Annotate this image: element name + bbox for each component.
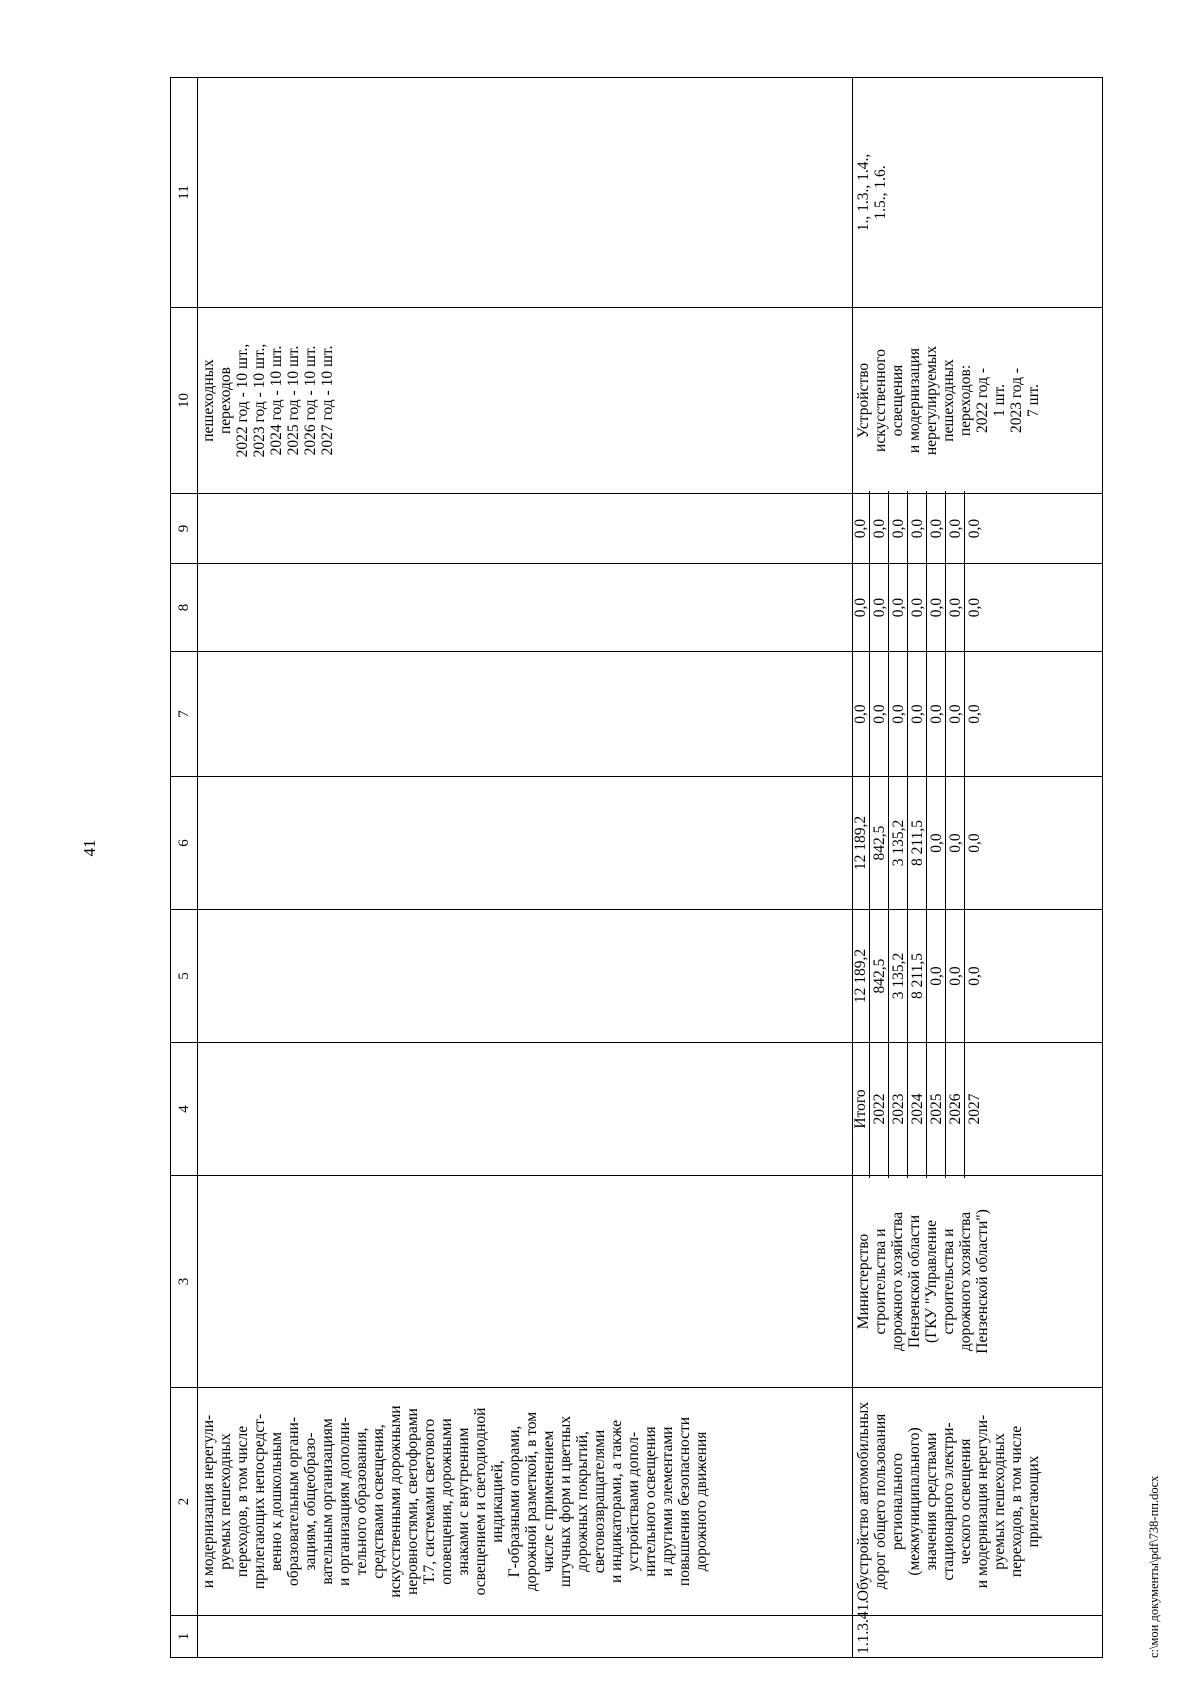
year-label: Итого: [851, 1040, 870, 1178]
amount-value: 842,5: [870, 774, 889, 912]
total-funding-cell: [853, 910, 1103, 1043]
cell-empty: [198, 1176, 853, 1388]
amount-value: 0,0: [851, 649, 870, 779]
cell-empty: [198, 78, 853, 308]
table-row: [853, 78, 1103, 1658]
column-7-cell: [853, 652, 1103, 777]
amount-value: 0,0: [908, 491, 927, 566]
year-label: 2026: [946, 1040, 965, 1178]
amount-value: 0,0: [946, 561, 965, 654]
amount-value: 0,0: [946, 649, 965, 779]
col-header-10: 10: [171, 308, 198, 494]
amount-value: 0,0: [927, 491, 946, 566]
measure-description: Обустройство автомобильных дорог общего пользования регионального (межмуниципального) значения средствами стационарного электри- ческого освещения и модернизация нерегули- руемых пешеходных переходов, в том числе прилегающих: [853, 1388, 1103, 1616]
year-label: 2024: [908, 1040, 927, 1178]
regional-budget-values: [851, 774, 983, 912]
year-label: 2023: [889, 1040, 908, 1178]
amount-value: 12 189,2: [851, 907, 870, 1045]
amount-value: 0,0: [946, 774, 965, 912]
footer-file-path: c:\мои документы\pdf\738-пп.docx: [1147, 1475, 1161, 1658]
item-number: 1.1.3.41.: [853, 1616, 1103, 1658]
column-8-cell: [853, 564, 1103, 652]
amount-value: 0,0: [946, 491, 965, 566]
column-8-values: [851, 561, 983, 654]
amount-value: 0,0: [965, 597, 983, 618]
amount-value: 0,0: [851, 491, 870, 566]
col-header-5: 5: [171, 910, 198, 1043]
header-row: [171, 78, 198, 1658]
amount-value: 0,0: [889, 649, 908, 779]
col-header-6: 6: [171, 777, 198, 910]
regional-budget-cell: [853, 777, 1103, 910]
amount-value: 0,0: [965, 966, 983, 986]
amount-value: 8 211,5: [908, 774, 927, 912]
amount-value: 0,0: [870, 491, 889, 566]
col-header-2: 2: [171, 1388, 198, 1616]
col-header-1: 1: [171, 1616, 198, 1658]
amount-value: 12 189,2: [851, 774, 870, 912]
program-table: [170, 77, 1103, 1658]
column-9-values: [851, 491, 983, 566]
amount-value: 0,0: [908, 561, 927, 654]
col-header-9: 9: [171, 494, 198, 564]
amount-value: 0,0: [965, 518, 983, 539]
amount-value: 0,0: [927, 907, 946, 1045]
amount-value: 0,0: [851, 561, 870, 654]
amount-value: 0,0: [965, 833, 983, 853]
cell-empty: [198, 494, 853, 564]
cell-empty: [198, 910, 853, 1043]
amount-value: 8 211,5: [908, 907, 927, 1045]
amount-value: 0,0: [946, 907, 965, 1045]
amount-value: 0,0: [965, 704, 983, 724]
amount-value: 3 135,2: [889, 774, 908, 912]
amount-value: 842,5: [870, 907, 889, 1045]
cell-empty: [198, 1043, 853, 1176]
cell-empty: [198, 564, 853, 652]
amount-value: 0,0: [870, 649, 889, 779]
measure-description-continued: и модернизация нерегули- руемых пешеходных переходов, в том числе прилегающих непосредст- венно к дошкольным образовательным органи- зациям, общеобразо- вательным организациям и организациям дополни- тельного образования, средствами освещения, искусственными дорожными неровностями, светофорами Т.7, системами светового оповещения, дорожными знаками с внутренним освещением и светодиодной индикацией, Г-образными опорами, дорожной разметкой, в том числе с применением штучных форм и цветных дорожных покрытий, световозвращателями и индикаторами, а также устройствами допол- нительного освещения и другими элементами повышения безопасности дорожного движения: [198, 1388, 853, 1616]
amount-value: 0,0: [927, 649, 946, 779]
page-number: 41: [80, 839, 99, 857]
column-7-values: [851, 649, 983, 779]
amount-value: 3 135,2: [889, 907, 908, 1045]
column-9-cell: [853, 494, 1103, 564]
year-label: 2022: [870, 1040, 889, 1178]
cell-empty: [198, 777, 853, 910]
col-header-7: 7: [171, 652, 198, 777]
table-row: [198, 78, 853, 1658]
year-label: 2025: [927, 1040, 946, 1178]
col-header-8: 8: [171, 564, 198, 652]
amount-value: 0,0: [908, 649, 927, 779]
related-indicators: 1., 1.3., 1.4., 1.5., 1.6.: [853, 78, 1103, 308]
amount-value: 0,0: [889, 491, 908, 566]
cell-empty: [198, 1616, 853, 1658]
amount-value: 0,0: [889, 561, 908, 654]
col-header-4: 4: [171, 1043, 198, 1176]
col-header-3: 3: [171, 1176, 198, 1388]
cell-empty: [198, 652, 853, 777]
amount-value: 0,0: [870, 561, 889, 654]
years-cell: [853, 1043, 1103, 1176]
col-header-11: 11: [171, 78, 198, 308]
year-label: 2027: [965, 1093, 983, 1125]
responsible-executor: Министерство строительства и дорожного хозяйства Пензенской области (ГКУ "Управление строительства и дорожного хозяйства Пензенской области"): [853, 1176, 1103, 1388]
amount-value: 0,0: [927, 561, 946, 654]
total-funding-values: [851, 907, 983, 1045]
years-list: [851, 1040, 983, 1178]
amount-value: 0,0: [927, 774, 946, 912]
result-indicator: Устройство искусственного освещения и модернизация нерегулируемых пешеходных переходов: 2022 год - 1 шт. 2023 год - 7 шт.: [853, 308, 1103, 494]
result-indicator-continued: пешеходных переходов 2022 год - 10 шт., 2023 год - 10 шт., 2024 год - 10 шт. 2025 год - 10 шт. 2026 год - 10 шт. 2027 год - 10 шт.: [198, 308, 853, 494]
